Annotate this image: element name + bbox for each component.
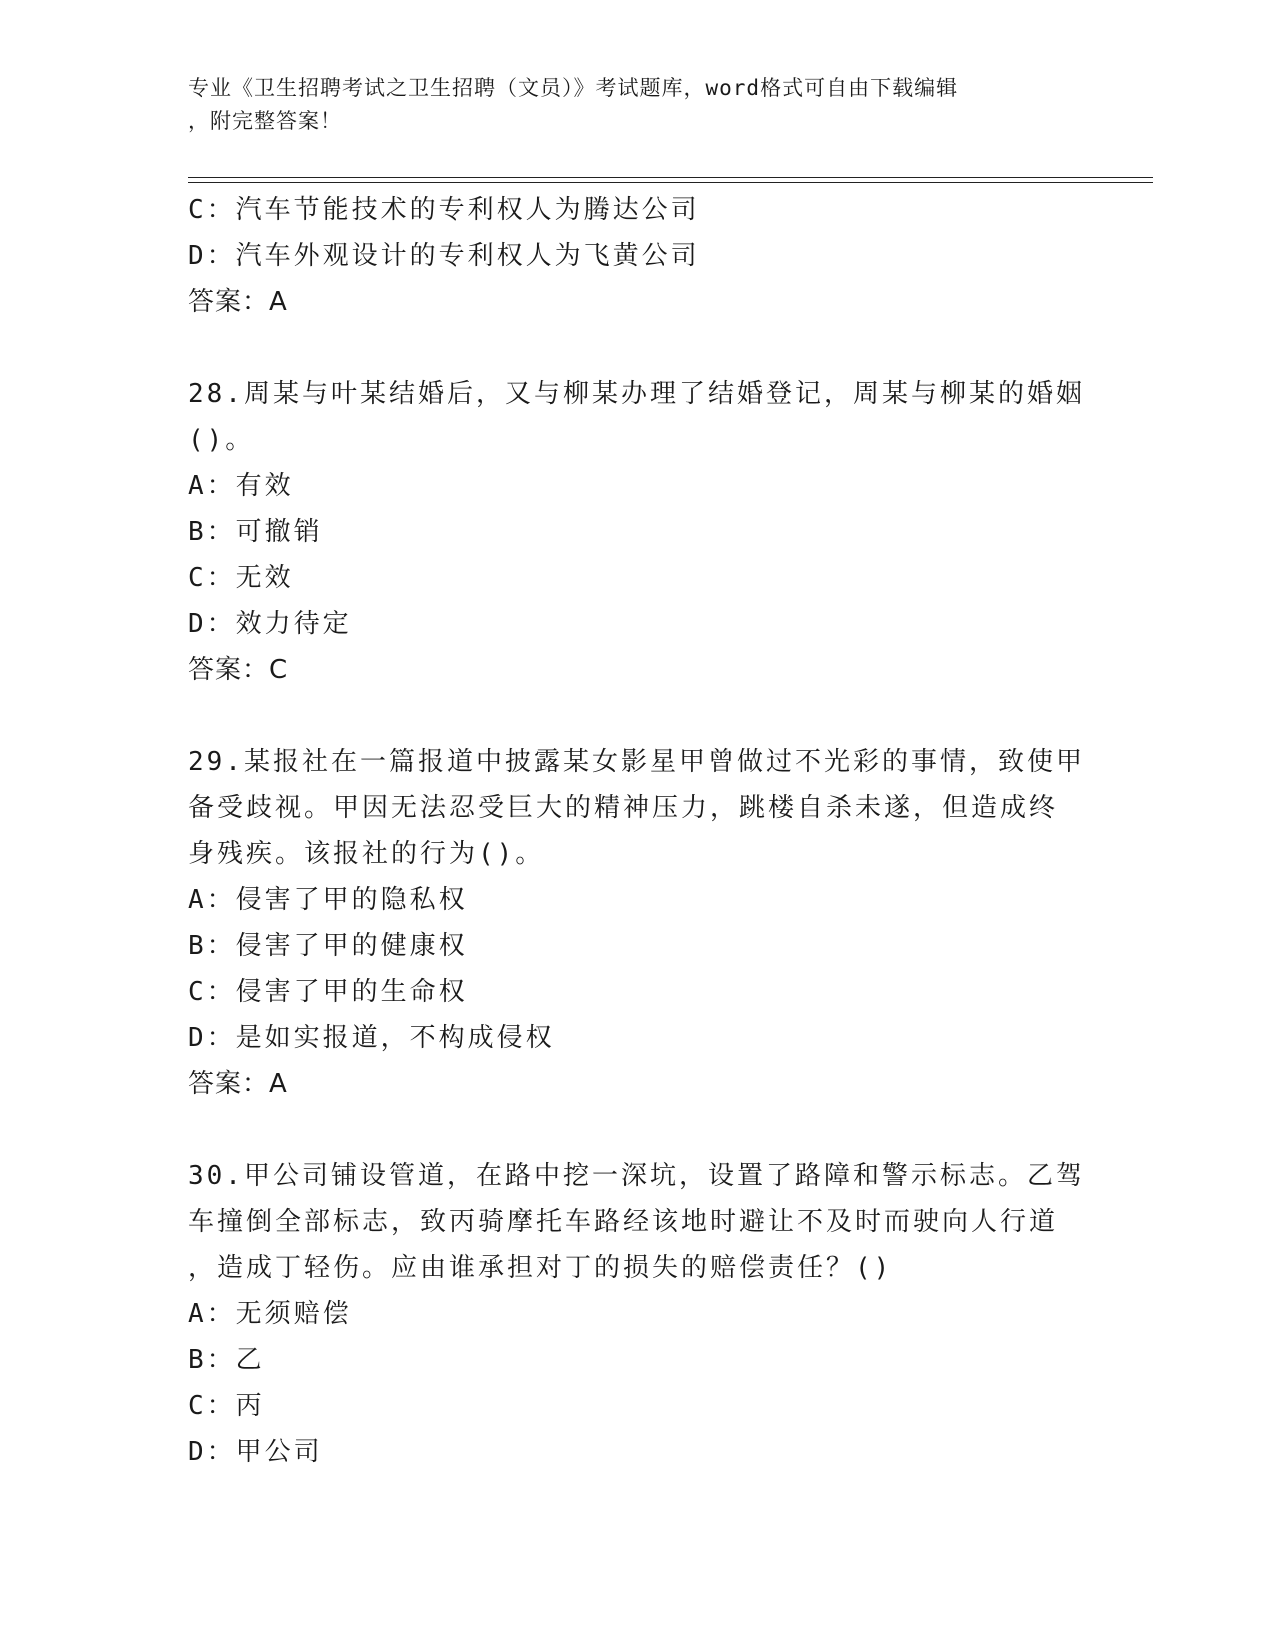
option-d: D：甲公司 bbox=[188, 1437, 323, 1467]
previous-question-tail bbox=[188, 187, 1088, 325]
option-c: C：汽车节能技术的专利权人为腾达公司 bbox=[188, 195, 700, 225]
question-text-line: 身残疾。该报社的行为()。 bbox=[188, 839, 545, 869]
question-text-line: 车撞倒全部标志，致丙骑摩托车路经该地时避让不及时而驶向人行道 bbox=[188, 1207, 1059, 1237]
header-line-1: 专业《卫生招聘考试之卫生招聘（文员）》考试题库，word格式可自由下载编辑 bbox=[188, 76, 959, 100]
question-30 bbox=[188, 1153, 1088, 1475]
option-b: B：乙 bbox=[188, 1345, 265, 1375]
option-c: C：无效 bbox=[188, 563, 294, 593]
spacer bbox=[188, 693, 1088, 739]
option-c: C：侵害了甲的生命权 bbox=[188, 977, 468, 1007]
question-text-line: 28.周某与叶某结婚后，又与柳某办理了结婚登记，周某与柳某的婚姻 bbox=[188, 379, 1085, 409]
question-text-line: 29.某报社在一篇报道中披露某女影星甲曾做过不光彩的事情，致使甲 bbox=[188, 747, 1085, 777]
spacer bbox=[188, 1107, 1088, 1153]
answer-line: 答案：A bbox=[188, 1069, 288, 1099]
header-divider-bottom bbox=[188, 182, 1153, 183]
option-d: D：汽车外观设计的专利权人为飞黄公司 bbox=[188, 241, 700, 271]
option-d: D：是如实报道，不构成侵权 bbox=[188, 1023, 555, 1053]
question-text-line: 30.甲公司铺设管道，在路中挖一深坑，设置了路障和警示标志。乙驾 bbox=[188, 1161, 1085, 1191]
header-divider-top bbox=[188, 177, 1153, 178]
option-b: B：侵害了甲的健康权 bbox=[188, 931, 468, 961]
question-29 bbox=[188, 739, 1088, 1107]
option-a: A：无须赔偿 bbox=[188, 1299, 352, 1329]
option-b: B：可撤销 bbox=[188, 517, 323, 547]
header-line-2: ，附完整答案！ bbox=[188, 109, 342, 133]
answer-line: 答案：C bbox=[188, 655, 289, 685]
question-text-line: ，造成丁轻伤。应由谁承担对丁的损失的赔偿责任？() bbox=[188, 1253, 893, 1283]
option-a: A：侵害了甲的隐私权 bbox=[188, 885, 468, 915]
document-body bbox=[188, 187, 1088, 1475]
option-a: A：有效 bbox=[188, 471, 294, 501]
question-text-line: ()。 bbox=[188, 425, 255, 455]
spacer bbox=[188, 325, 1088, 371]
question-text-line: 备受歧视。甲因无法忍受巨大的精神压力，跳楼自杀未遂，但造成终 bbox=[188, 793, 1059, 823]
option-c: C：丙 bbox=[188, 1391, 265, 1421]
answer-line: 答案：A bbox=[188, 287, 288, 317]
document-header bbox=[188, 72, 1068, 138]
option-d: D：效力待定 bbox=[188, 609, 352, 639]
question-28 bbox=[188, 371, 1088, 693]
